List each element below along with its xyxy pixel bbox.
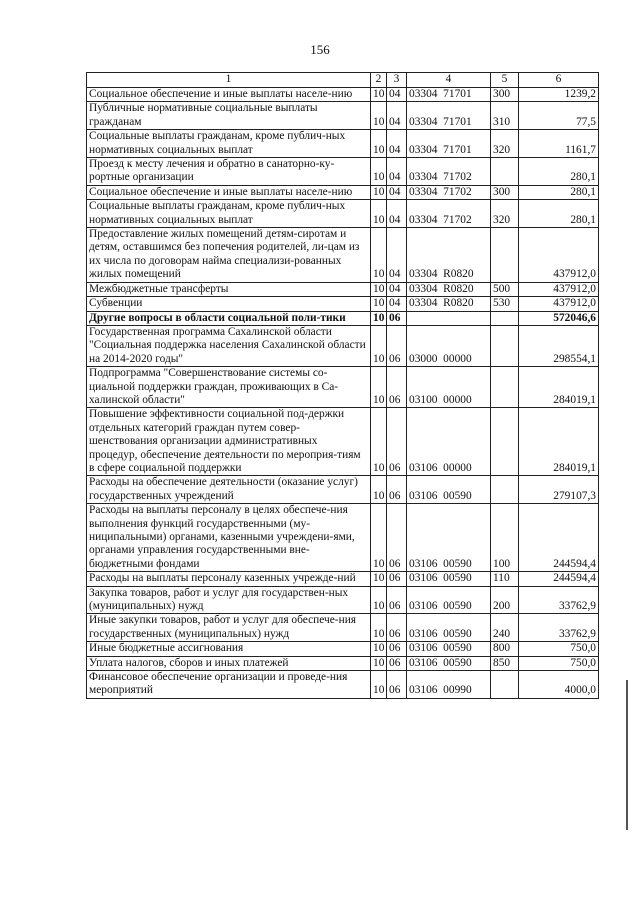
- cell-subsection: 06: [387, 311, 407, 325]
- cell-target-article: 03304 71702: [407, 200, 491, 228]
- table-row: [87, 311, 599, 325]
- cell-expense-type: 850: [491, 656, 519, 670]
- cell-subsection: 06: [387, 614, 407, 642]
- cell-target-article: 03304 71701: [407, 88, 491, 102]
- header-col-5: 5: [491, 73, 519, 88]
- cell-amount: 244594,4: [519, 572, 599, 586]
- cell-target-article: 03304 71702: [407, 158, 491, 186]
- cell-amount: 33762,9: [519, 586, 599, 614]
- table-row: [87, 325, 599, 366]
- cell-target-article: 03106 00590: [407, 586, 491, 614]
- cell-target-article: 03106 00000: [407, 408, 491, 476]
- cell-section: 10: [371, 476, 387, 504]
- cell-name: Закупка товаров, работ и услуг для государствен-ных (муниципальных) нужд: [87, 586, 371, 614]
- cell-section: 10: [371, 158, 387, 186]
- cell-name: Социальное обеспечение и иные выплаты населе-нию: [87, 185, 371, 199]
- table-row: [87, 158, 599, 186]
- cell-section: 10: [371, 102, 387, 130]
- cell-subsection: 04: [387, 158, 407, 186]
- cell-amount: 1161,7: [519, 130, 599, 158]
- cell-subsection: 06: [387, 572, 407, 586]
- cell-target-article: 03304 R0820: [407, 228, 491, 283]
- table-row: [87, 408, 599, 476]
- cell-section: 10: [371, 185, 387, 199]
- cell-target-article: 03106 00990: [407, 671, 491, 699]
- table-row: [87, 476, 599, 504]
- cell-expense-type: [491, 367, 519, 408]
- cell-section: 10: [371, 642, 387, 656]
- cell-target-article: 03100 00000: [407, 367, 491, 408]
- cell-section: 10: [371, 297, 387, 311]
- cell-expense-type: [491, 476, 519, 504]
- cell-name: Иные закупки товаров, работ и услуг для обеспече-ния государственных (муниципальных) нужд: [87, 614, 371, 642]
- cell-expense-type: 500: [491, 282, 519, 296]
- cell-expense-type: [491, 158, 519, 186]
- table-row: [87, 671, 599, 699]
- cell-expense-type: [491, 408, 519, 476]
- header-col-6: 6: [519, 73, 599, 88]
- table-row: [87, 88, 599, 102]
- cell-subsection: 06: [387, 476, 407, 504]
- cell-target-article: 03106 00590: [407, 572, 491, 586]
- cell-amount: 298554,1: [519, 325, 599, 366]
- cell-amount: 750,0: [519, 656, 599, 670]
- cell-amount: 437912,0: [519, 297, 599, 311]
- cell-expense-type: 310: [491, 102, 519, 130]
- cell-section: 10: [371, 408, 387, 476]
- table-row: [87, 228, 599, 283]
- cell-amount: 750,0: [519, 642, 599, 656]
- cell-expense-type: 300: [491, 88, 519, 102]
- cell-subsection: 06: [387, 325, 407, 366]
- cell-amount: 437912,0: [519, 282, 599, 296]
- cell-target-article: 03304 R0820: [407, 297, 491, 311]
- cell-expense-type: 530: [491, 297, 519, 311]
- cell-section: 10: [371, 228, 387, 283]
- cell-expense-type: 320: [491, 130, 519, 158]
- table-row: [87, 504, 599, 572]
- cell-expense-type: 200: [491, 586, 519, 614]
- cell-section: 10: [371, 586, 387, 614]
- cell-subsection: 06: [387, 504, 407, 572]
- budget-table: [86, 72, 599, 699]
- cell-amount: 284019,1: [519, 367, 599, 408]
- cell-expense-type: [491, 325, 519, 366]
- cell-expense-type: 240: [491, 614, 519, 642]
- cell-subsection: 04: [387, 200, 407, 228]
- cell-expense-type: 100: [491, 504, 519, 572]
- cell-section: 10: [371, 311, 387, 325]
- cell-amount: 437912,0: [519, 228, 599, 283]
- cell-subsection: 04: [387, 102, 407, 130]
- margin-scan-line: [626, 680, 628, 830]
- cell-name: Социальные выплаты гражданам, кроме публич-ных нормативных социальных выплат: [87, 130, 371, 158]
- cell-target-article: 03000 00000: [407, 325, 491, 366]
- cell-section: 10: [371, 88, 387, 102]
- table-row: [87, 130, 599, 158]
- cell-name: Иные бюджетные ассигнования: [87, 642, 371, 656]
- cell-expense-type: [491, 311, 519, 325]
- cell-section: 10: [371, 325, 387, 366]
- cell-section: 10: [371, 614, 387, 642]
- cell-expense-type: 800: [491, 642, 519, 656]
- cell-amount: 280,1: [519, 158, 599, 186]
- cell-name: Социальные выплаты гражданам, кроме публич-ных нормативных социальных выплат: [87, 200, 371, 228]
- cell-amount: 1239,2: [519, 88, 599, 102]
- table-row: [87, 367, 599, 408]
- cell-name: Другие вопросы в области социальной поли-тики: [87, 311, 371, 325]
- cell-amount: 33762,9: [519, 614, 599, 642]
- cell-target-article: [407, 311, 491, 325]
- cell-name: Межбюджетные трансферты: [87, 282, 371, 296]
- cell-target-article: 03106 00590: [407, 656, 491, 670]
- table-row: [87, 572, 599, 586]
- cell-name: Повышение эффективности социальной под-держки отдельных категорий граждан путем совер-шенствования организации административных процедур, обеспечение деятельности по мероприя-тиям в сфере социальной поддержки: [87, 408, 371, 476]
- cell-name: Подпрограмма "Совершенствование системы со-циальной поддержки граждан, проживающих в Са-халинской области": [87, 367, 371, 408]
- cell-section: 10: [371, 130, 387, 158]
- table-row: [87, 614, 599, 642]
- cell-target-article: 03304 R0820: [407, 282, 491, 296]
- cell-subsection: 06: [387, 586, 407, 614]
- cell-subsection: 04: [387, 297, 407, 311]
- cell-amount: 4000,0: [519, 671, 599, 699]
- table-row: [87, 102, 599, 130]
- table-row: [87, 656, 599, 670]
- cell-subsection: 06: [387, 671, 407, 699]
- cell-section: 10: [371, 504, 387, 572]
- table-row: [87, 200, 599, 228]
- cell-name: Субвенции: [87, 297, 371, 311]
- table-row: [87, 185, 599, 199]
- cell-target-article: 03106 00590: [407, 476, 491, 504]
- cell-subsection: 06: [387, 642, 407, 656]
- page-number: 156: [310, 42, 330, 57]
- cell-subsection: 06: [387, 367, 407, 408]
- header-col-3: 3: [387, 73, 407, 88]
- cell-amount: 244594,4: [519, 504, 599, 572]
- cell-expense-type: [491, 228, 519, 283]
- cell-name: Социальное обеспечение и иные выплаты населе-нию: [87, 88, 371, 102]
- cell-target-article: 03106 00590: [407, 614, 491, 642]
- cell-target-article: 03304 71701: [407, 102, 491, 130]
- table-body: [87, 88, 599, 699]
- table-row: [87, 297, 599, 311]
- cell-name: Проезд к месту лечения и обратно в санаторно-ку-рортные организации: [87, 158, 371, 186]
- cell-section: 10: [371, 572, 387, 586]
- cell-subsection: 04: [387, 185, 407, 199]
- cell-subsection: 06: [387, 408, 407, 476]
- cell-expense-type: 300: [491, 185, 519, 199]
- cell-subsection: 04: [387, 88, 407, 102]
- cell-amount: 572046,6: [519, 311, 599, 325]
- cell-name: Государственная программа Сахалинской области "Социальная поддержка населения Сахалинской области на 2014-2020 годы": [87, 325, 371, 366]
- cell-subsection: 04: [387, 282, 407, 296]
- cell-section: 10: [371, 671, 387, 699]
- cell-expense-type: 110: [491, 572, 519, 586]
- cell-subsection: 04: [387, 228, 407, 283]
- cell-name: Финансовое обеспечение организации и проведе-ния мероприятий: [87, 671, 371, 699]
- cell-target-article: 03106 00590: [407, 642, 491, 656]
- cell-section: 10: [371, 282, 387, 296]
- table-row: [87, 282, 599, 296]
- table-row: [87, 586, 599, 614]
- cell-amount: 280,1: [519, 200, 599, 228]
- cell-section: 10: [371, 200, 387, 228]
- cell-amount: 77,5: [519, 102, 599, 130]
- cell-name: Расходы на выплаты персоналу в целях обеспече-ния выполнения функций государственными (му-ниципальными) органами, казенными учреждени-ями, органами управления государственными вне-бюджетными фондами: [87, 504, 371, 572]
- cell-amount: 280,1: [519, 185, 599, 199]
- header-col-1: 1: [87, 73, 371, 88]
- cell-expense-type: [491, 671, 519, 699]
- cell-amount: 284019,1: [519, 408, 599, 476]
- cell-name: Предоставление жилых помещений детям-сиротам и детям, оставшимся без попечения родителей, ли-цам из их числа по договорам найма специализи-рованных жилых помещений: [87, 228, 371, 283]
- table-row: [87, 642, 599, 656]
- cell-subsection: 04: [387, 130, 407, 158]
- cell-target-article: 03106 00590: [407, 504, 491, 572]
- cell-section: 10: [371, 656, 387, 670]
- header-col-4: 4: [407, 73, 491, 88]
- cell-name: Расходы на обеспечение деятельности (оказание услуг) государственных учреждений: [87, 476, 371, 504]
- header-col-2: 2: [371, 73, 387, 88]
- cell-name: Публичные нормативные социальные выплаты гражданам: [87, 102, 371, 130]
- cell-target-article: 03304 71701: [407, 130, 491, 158]
- cell-amount: 279107,3: [519, 476, 599, 504]
- header-row: [87, 73, 599, 88]
- cell-expense-type: 320: [491, 200, 519, 228]
- cell-subsection: 06: [387, 656, 407, 670]
- cell-target-article: 03304 71702: [407, 185, 491, 199]
- cell-name: Уплата налогов, сборов и иных платежей: [87, 656, 371, 670]
- cell-name: Расходы на выплаты персоналу казенных учрежде-ний: [87, 572, 371, 586]
- cell-section: 10: [371, 367, 387, 408]
